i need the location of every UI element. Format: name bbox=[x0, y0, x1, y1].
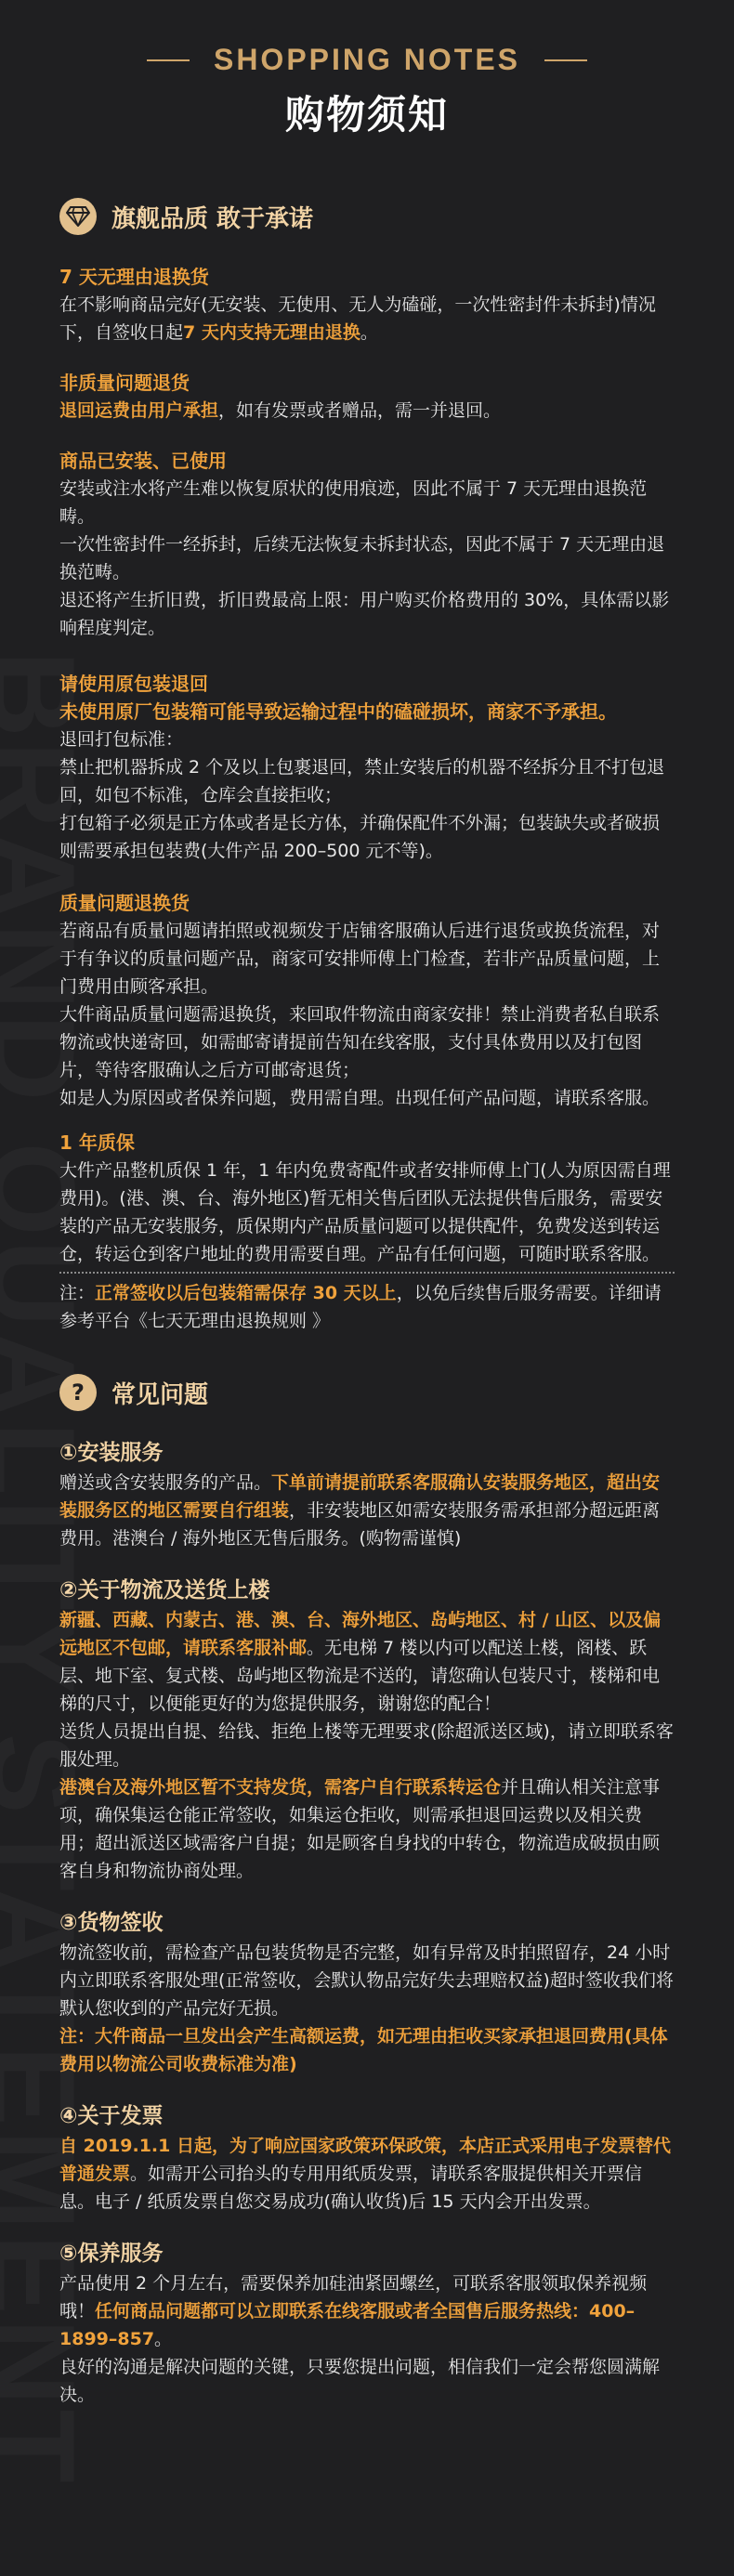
faq-logistics bbox=[59, 1575, 675, 1885]
faq-text: 港澳台及海外地区暂不支持发货，需客户自行联系转运仓并且确认相关注意事项，确保集运仓能正常签收，如集运仓拒收，则需承担退回运费以及相关费用；超出派送区域需客户自提；如是顾客自身找的中转仓，物流造成破损由顾客自身和物流协商处理。 bbox=[59, 1777, 661, 1881]
faq-maintenance bbox=[59, 2238, 675, 2409]
original-packaging-block bbox=[59, 670, 675, 865]
block-text: 退还将产生折旧费，折旧费最高上限：用户购买价格费用的 30%，具体需以影响程度判定。 bbox=[59, 590, 670, 638]
header-english-title: SHOPPING NOTES bbox=[213, 43, 521, 76]
faq-invoice bbox=[59, 2100, 675, 2216]
warranty-block bbox=[59, 1129, 675, 1335]
faq-heading: ③货物签收 bbox=[59, 1911, 164, 1935]
page-header bbox=[0, 0, 734, 140]
block-heading: 请使用原包装退回 bbox=[59, 673, 208, 695]
section-title-text: 旗舰品质 敢于承诺 bbox=[111, 204, 314, 233]
quality-content bbox=[0, 263, 734, 1335]
faq-receipt bbox=[59, 1907, 675, 2078]
block-heading: 非质量问题退货 bbox=[59, 372, 190, 394]
diamond-icon bbox=[59, 198, 97, 235]
faq-text: 新疆、西藏、内蒙古、港、澳、台、海外地区、岛屿地区、村 / 山区、以及偏远地区不包邮，请联系客服补邮。无电梯 7 楼以内可以配送上楼，阁楼、跃层、地下室、复式楼、岛屿地区物流是不送的，请您确认包装尺寸，楼梯和电梯的尺寸，以便能更好的为您提供服务，谢谢您的配合！ bbox=[59, 1610, 662, 1714]
note-text: 注：正常签收以后包装箱需保存 30 天以上，以免后续售后服务需要。详细请参考平台《七天无理由退换规则 》 bbox=[59, 1283, 662, 1331]
faq-heading: ⑤保养服务 bbox=[59, 2242, 164, 2266]
installed-used-block bbox=[59, 447, 675, 642]
faq-heading: ②关于物流及送货上楼 bbox=[59, 1578, 270, 1602]
dotted-divider bbox=[59, 1272, 675, 1274]
section-title-quality bbox=[59, 198, 675, 235]
faq-installation bbox=[59, 1437, 675, 1552]
header-right-line bbox=[544, 59, 587, 61]
block-heading: 质量问题退换货 bbox=[59, 892, 190, 914]
header-left-line bbox=[147, 59, 190, 61]
quality-issue-block bbox=[59, 889, 675, 1112]
faq-text: 产品使用 2 个月左右，需要保养加硅油紧固螺丝，可联系客服领取保养视频哦！任何商品问题都可以立即联系在线客服或者全国售后服务热线：400–1899–857。 bbox=[59, 2273, 648, 2349]
faq-content bbox=[0, 1437, 734, 2409]
faq-text: 物流签收前，需检查产品包装货物是否完整，如有异常及时拍照留存，24 小时内立即联系客服处理(正常签收，会默认物品完好失去理赔权益)超时签收我们将默认您收到的产品完好无损。 bbox=[59, 1942, 674, 2019]
section-title-text: 常见问题 bbox=[111, 1380, 209, 1409]
block-text: 大件产品整机质保 1 年，1 年内免费寄配件或者安排师傅上门(人为原因需自理费用)。(港、澳、台、海外地区)暂无相关售后团队无法提供售后服务，需要安装的产品无安装服务，质保期内产品质量问题可以提供配件，免费发送到转运仓，转运仓到客户地址的费用需要自理。产品有任何问题，可随时联系客服。 bbox=[59, 1160, 671, 1264]
block-heading: 7 天无理由退换货 bbox=[59, 266, 209, 288]
block-heading: 1 年质保 bbox=[59, 1131, 135, 1154]
faq-text: 送货人员提出自提、给钱、拒绝上楼等无理要求(除超派送区域)，请立即联系客服处理。 bbox=[59, 1721, 674, 1770]
block-text: 若商品有质量问题请拍照或视频发于店铺客服确认后进行退货或换货流程，对于有争议的质量问题产品，商家可安排师傅上门检查，若非产品质量问题，上门费用由顾客承担。 bbox=[59, 921, 661, 997]
block-text: 禁止把机器拆成 2 个及以上包裹退回，禁止安装后的机器不经拆分且不打包退回，如包不标准，仓库会直接拒收； bbox=[59, 757, 665, 805]
page-title: 购物须知 bbox=[284, 92, 449, 137]
non-quality-return-block bbox=[59, 369, 675, 425]
section-title-faq bbox=[59, 1374, 675, 1411]
faq-text: 赠送或含安装服务的产品。下单前请提前联系客服确认安装服务地区，超出安装服务区的地区需要自行组装，非安装地区如需安装服务需承担部分超远距离费用。港澳台 / 海外地区无售后服务。(购物需谨慎) bbox=[59, 1472, 661, 1549]
faq-heading: ①安装服务 bbox=[59, 1441, 164, 1465]
faq-warning: 注：大件商品一旦发出会产生高额运费，如无理由拒收买家承担退回费用(具体费用以物流公司收费标准为准) bbox=[59, 2026, 668, 2074]
block-text: 退回运费由用户承担，如有发票或者赠品，需一并退回。 bbox=[59, 400, 502, 421]
faq-text: 自 2019.1.1 日起，为了响应国家政策环保政策，本店正式采用电子发票替代普通发票。如需开公司抬头的专用用纸质发票，请联系客服提供相关开票信息。电子 / 纸质发票自您交易成功(确认收货)后 15 天内会开出发票。 bbox=[59, 2136, 671, 2212]
block-text: 安装或注水将产生难以恢复原状的使用痕迹，因此不属于 7 天无理由退换范畴。 bbox=[59, 478, 648, 527]
block-heading: 商品已安装、已使用 bbox=[59, 450, 227, 472]
header-english-row bbox=[0, 43, 734, 77]
block-text: 一次性密封件一经拆封，后续无法恢复未拆封状态，因此不属于 7 天无理由退换范畴。 bbox=[59, 534, 665, 582]
block-text: 打包箱子必须是正方体或者是长方体，并确保配件不外漏；包装缺失或者破损则需要承担包装费(大件产品 200–500 元不等)。 bbox=[59, 813, 661, 861]
return-7day-block bbox=[59, 263, 675, 347]
block-text: 大件商品质量问题需退换货，来回取件物流由商家安排！禁止消费者私自联系物流或快递寄回，如需邮寄请提前告知在线客服，支付具体费用以及打包图片，等待客服确认之后方可邮寄退货； bbox=[59, 1004, 661, 1080]
block-text: 退回打包标准： bbox=[59, 729, 184, 750]
block-text: 如是人为原因或者保养问题，费用需自理。出现任何产品问题，请联系客服。 bbox=[59, 1088, 661, 1108]
question-icon: ? bbox=[59, 1374, 97, 1411]
faq-heading: ④关于发票 bbox=[59, 2104, 164, 2128]
faq-text: 良好的沟通是解决问题的关键，只要您提出问题，相信我们一定会帮您圆满解决。 bbox=[59, 2357, 661, 2405]
block-warning: 未使用原厂包装箱可能导致运输过程中的磕碰损坏，商家不予承担。 bbox=[59, 700, 617, 723]
block-text: 在不影响商品完好(无安装、无使用、无人为磕碰，一次性密封件未拆封)情况下，自签收日起7 天内支持无理由退换。 bbox=[59, 294, 656, 343]
